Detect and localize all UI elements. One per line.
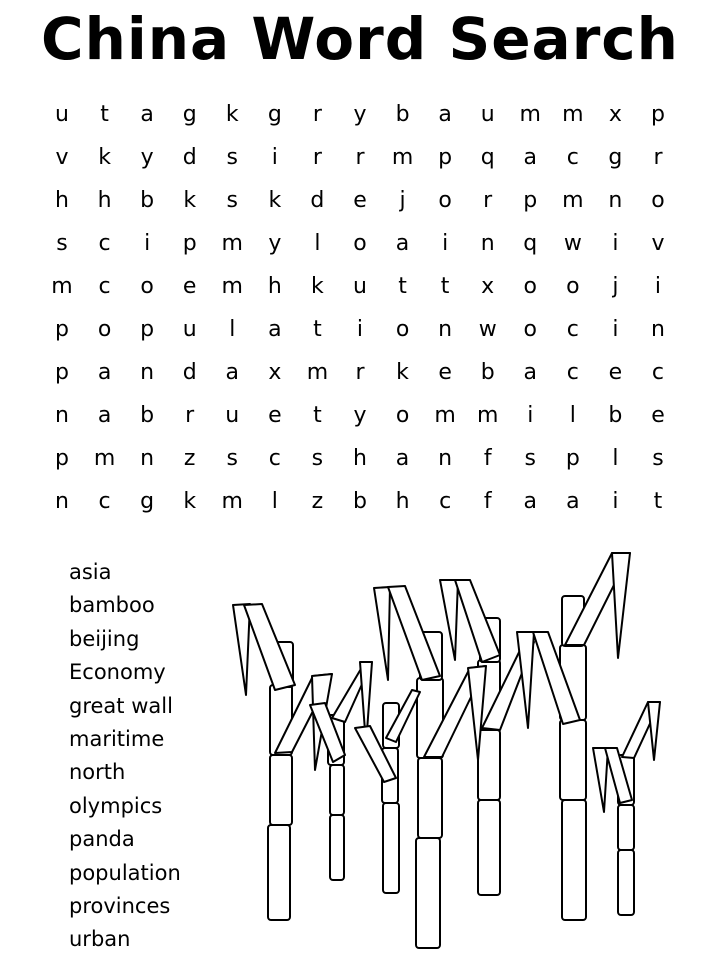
grid-letter: l	[271, 489, 278, 514]
grid-letter: k	[183, 188, 197, 213]
grid-letter: c	[651, 360, 665, 385]
grid-letter: o	[353, 231, 367, 256]
grid-letter: q	[480, 145, 495, 170]
grid-letter: e	[438, 360, 452, 385]
grid-letter: o	[97, 317, 112, 342]
grid-letter: o	[438, 188, 452, 213]
grid-letter: b	[395, 102, 410, 127]
grid-letter: o	[651, 188, 665, 213]
grid-letter: m	[221, 231, 243, 256]
grid-letter: u	[225, 403, 240, 428]
grid-letter: n	[55, 403, 69, 428]
grid-letter: h	[97, 188, 112, 213]
grid-letter: n	[438, 317, 453, 342]
grid-letter: p	[650, 102, 665, 127]
grid-letter: u	[182, 317, 197, 342]
bamboo-illustration	[224, 545, 674, 955]
grid-letter: a	[268, 317, 282, 342]
grid-letter: n	[140, 360, 155, 385]
grid-letter: s	[652, 446, 664, 471]
grid-letter: k	[396, 360, 409, 385]
grid-letter: j	[612, 274, 619, 299]
grid-letter: s	[226, 446, 238, 471]
grid-letter: o	[523, 274, 537, 299]
grid-letter: e	[268, 403, 282, 428]
grid-letter: c	[98, 274, 111, 299]
grid-letter: y	[140, 145, 154, 170]
grid-letter: c	[98, 231, 111, 256]
word-list-item: north	[69, 760, 126, 785]
word-list-item: great wall	[69, 693, 173, 718]
grid-letter: k	[311, 274, 324, 299]
grid-letter: c	[566, 317, 579, 342]
grid-letter: v	[55, 145, 69, 170]
grid-letter: k	[268, 188, 282, 213]
grid-letter: n	[438, 446, 453, 471]
grid-letter: k	[183, 489, 197, 514]
grid-letter: p	[565, 446, 580, 471]
grid-letter: r	[355, 360, 365, 385]
grid-letter: m	[221, 489, 243, 514]
grid-letter: a	[438, 102, 452, 127]
grid-letter: p	[438, 145, 453, 170]
grid-letter: l	[569, 403, 576, 428]
grid-letter: x	[268, 360, 282, 385]
grid-letter: l	[612, 446, 619, 471]
grid-letter: a	[97, 403, 112, 428]
grid-letter: o	[523, 317, 537, 342]
grid-letter: t	[653, 489, 663, 514]
grid-letter: r	[185, 403, 195, 428]
grid-letter: e	[608, 360, 623, 385]
grid-letter: p	[140, 317, 155, 342]
grid-letter: z	[311, 489, 324, 514]
grid-letter: m	[93, 446, 116, 471]
grid-letter: n	[480, 231, 495, 256]
grid-letter: o	[566, 274, 580, 299]
grid-letter: p	[55, 360, 69, 385]
word-list-item: olympics	[69, 793, 163, 818]
grid-letter: e	[651, 403, 665, 428]
grid-letter: b	[140, 188, 155, 213]
grid-letter: y	[268, 231, 282, 256]
word-list-item: bamboo	[69, 593, 155, 618]
grid-letter: a	[523, 145, 537, 170]
grid-letter: p	[523, 188, 538, 213]
grid-letter: a	[523, 360, 537, 385]
grid-letter: t	[313, 403, 322, 428]
grid-letter: q	[523, 231, 538, 256]
grid-letter: g	[267, 102, 282, 127]
grid-letter: a	[566, 489, 580, 514]
grid-letter: c	[268, 446, 281, 471]
grid-letter: y	[353, 102, 367, 127]
grid-letter: p	[182, 231, 197, 256]
grid-letter: d	[182, 145, 197, 170]
grid-letter: i	[612, 489, 619, 514]
grid-letter: m	[391, 145, 414, 170]
grid-letter: b	[140, 403, 155, 428]
grid-letter: t	[100, 102, 109, 127]
word-list-item: urban	[69, 927, 131, 952]
grid-letter: i	[612, 231, 619, 256]
word-list-item: maritime	[69, 726, 165, 751]
grid-letter: o	[140, 274, 154, 299]
grid-letter: c	[566, 145, 579, 170]
grid-letter: m	[434, 403, 456, 428]
grid-letter: s	[226, 188, 238, 213]
grid-letter: r	[312, 102, 322, 127]
grid-letter: a	[523, 489, 537, 514]
word-list-item: asia	[69, 560, 112, 584]
grid-letter: h	[55, 188, 69, 213]
grid-letter: x	[608, 102, 622, 127]
word-list-item: panda	[69, 827, 135, 852]
grid-letter: g	[608, 145, 623, 170]
grid-letter: g	[140, 489, 155, 514]
grid-letter: r	[355, 145, 365, 170]
grid-letter: n	[140, 446, 155, 471]
grid-letter: d	[182, 360, 197, 385]
grid-letter: f	[483, 446, 492, 471]
grid-letter: f	[483, 489, 492, 514]
grid-letter: p	[55, 446, 69, 471]
grid-letter: m	[562, 102, 584, 127]
grid-letter: h	[395, 489, 410, 514]
grid-letter: n	[650, 317, 665, 342]
grid-letter: e	[182, 274, 197, 299]
grid-letter: c	[98, 489, 111, 514]
grid-letter: k	[98, 145, 111, 170]
grid-letter: r	[312, 145, 322, 170]
grid-letter: b	[608, 403, 623, 428]
grid-letter: n	[608, 188, 623, 213]
grid-letter: r	[653, 145, 663, 170]
grid-letter: i	[612, 317, 619, 342]
grid-letter: i	[356, 317, 364, 342]
grid-letter: a	[225, 360, 239, 385]
grid-letter: a	[395, 446, 410, 471]
grid-letter: l	[229, 317, 236, 342]
grid-letter: j	[399, 188, 406, 213]
bamboo-stalks-icon	[268, 596, 634, 948]
grid-letter: c	[439, 489, 452, 514]
grid-letter: s	[56, 231, 68, 256]
grid-letter: s	[226, 145, 238, 170]
grid-letter: e	[353, 188, 367, 213]
grid-letter: a	[97, 360, 112, 385]
grid-letter: w	[563, 231, 582, 256]
grid-letter: t	[440, 274, 450, 299]
grid-letter: r	[483, 188, 493, 213]
grid-letter: p	[55, 317, 69, 342]
grid-letter: m	[221, 274, 243, 299]
page-title: China Word Search	[41, 5, 679, 73]
grid-letter: m	[519, 102, 541, 127]
grid-letter: c	[566, 360, 579, 385]
word-list-item: provinces	[69, 893, 171, 918]
grid-letter: t	[398, 274, 407, 299]
word-list-item: Economy	[69, 660, 166, 685]
grid-letter: s	[524, 446, 536, 471]
grid-letter: m	[476, 403, 499, 428]
grid-letter: n	[55, 489, 69, 514]
grid-letter: s	[311, 446, 324, 471]
grid-letter: z	[183, 446, 196, 471]
grid-letter: i	[271, 145, 278, 170]
word-list-item: beijing	[69, 626, 140, 651]
grid-letter: w	[478, 317, 497, 342]
grid-letter: y	[353, 403, 367, 428]
grid-letter: m	[306, 360, 329, 385]
grid-letter: b	[353, 489, 367, 514]
grid-letter: t	[313, 317, 322, 342]
grid-letter: u	[480, 102, 495, 127]
grid-letter: k	[225, 102, 239, 127]
grid-letter: h	[353, 446, 367, 471]
grid-letter: i	[654, 274, 662, 299]
grid-letter: a	[395, 231, 410, 256]
grid-letter: o	[395, 403, 410, 428]
grid-letter: a	[140, 102, 154, 127]
grid-letter: u	[55, 102, 69, 127]
grid-letter: m	[51, 274, 73, 299]
grid-letter: u	[353, 274, 367, 299]
grid-letter: i	[144, 231, 151, 256]
grid-letter: b	[480, 360, 495, 385]
word-list	[69, 556, 219, 957]
grid-letter: o	[395, 317, 410, 342]
grid-letter: i	[527, 403, 534, 428]
grid-letter: x	[481, 274, 495, 299]
grid-letter: g	[182, 102, 197, 127]
grid-letter: i	[442, 231, 449, 256]
grid-letter: d	[310, 188, 325, 213]
grid-letter: h	[267, 274, 282, 299]
grid-letter: l	[314, 231, 321, 256]
grid-letter: v	[651, 231, 665, 256]
bamboo-leaves-icon	[233, 553, 660, 812]
word-list-item: population	[69, 860, 181, 885]
grid-letter: m	[562, 188, 584, 213]
